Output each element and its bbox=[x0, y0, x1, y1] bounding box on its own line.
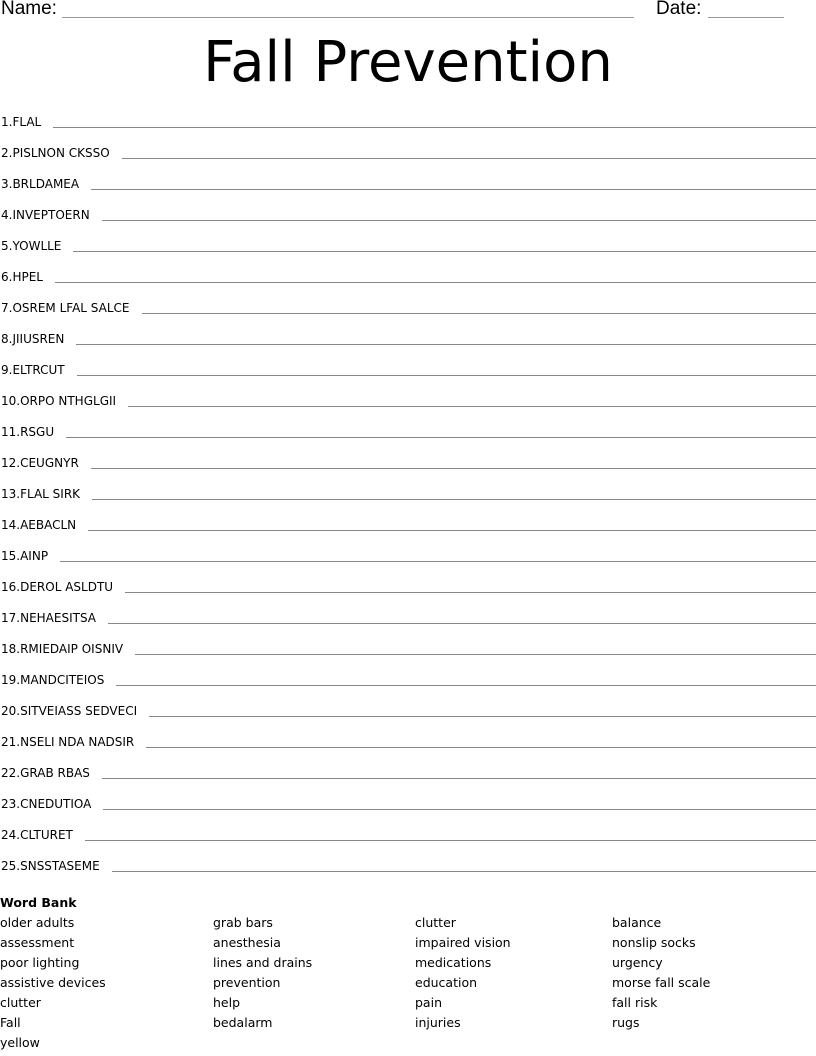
question-row bbox=[0, 205, 816, 223]
question-row bbox=[0, 267, 816, 285]
answer-line[interactable] bbox=[60, 560, 816, 562]
word-bank-item: balance bbox=[612, 915, 662, 930]
answer-line[interactable] bbox=[102, 219, 816, 221]
header bbox=[0, 0, 816, 24]
question-number: 3. bbox=[1, 177, 13, 191]
scrambled-word: BRLDAMEA bbox=[12, 177, 80, 191]
word-bank-item: help bbox=[213, 995, 241, 1010]
scrambled-word: ELTRCUT bbox=[12, 363, 65, 377]
word-bank-column bbox=[612, 915, 710, 1035]
question-row bbox=[0, 236, 816, 254]
question-row bbox=[0, 515, 816, 533]
question-number: 18. bbox=[1, 642, 21, 656]
answer-line[interactable] bbox=[77, 374, 816, 376]
question-row bbox=[0, 298, 816, 316]
word-bank-item: assistive devices bbox=[0, 975, 106, 990]
scrambled-word: OSREM LFAL SALCE bbox=[12, 301, 130, 315]
date-line[interactable] bbox=[708, 17, 784, 18]
scrambled-word: AEBACLN bbox=[20, 518, 77, 532]
answer-line[interactable] bbox=[149, 715, 816, 717]
answer-line[interactable] bbox=[112, 870, 816, 872]
question-row bbox=[0, 422, 816, 440]
scrambled-word: RSGU bbox=[20, 425, 55, 439]
question-number: 22. bbox=[1, 766, 21, 780]
question-row bbox=[0, 329, 816, 347]
question-row bbox=[0, 670, 816, 688]
scrambled-word: NEHAESITSA bbox=[20, 611, 97, 625]
word-bank-column bbox=[0, 915, 106, 1055]
scrambled-word: DEROL ASLDTU bbox=[20, 580, 114, 594]
word-bank-column bbox=[213, 915, 312, 1035]
scrambled-word: FLAL bbox=[12, 115, 42, 129]
question-row bbox=[0, 701, 816, 719]
question-number: 7. bbox=[1, 301, 13, 315]
question-number: 25. bbox=[1, 859, 21, 873]
scrambled-word: RMIEDAIP OISNIV bbox=[20, 642, 124, 656]
name-label: Name: bbox=[1, 0, 57, 19]
question-number: 17. bbox=[1, 611, 21, 625]
word-bank-item: poor lighting bbox=[0, 955, 80, 970]
question-row bbox=[0, 546, 816, 564]
question-row bbox=[0, 484, 816, 502]
word-bank-item: grab bars bbox=[213, 915, 273, 930]
date-label: Date: bbox=[656, 0, 702, 19]
answer-line[interactable] bbox=[73, 250, 816, 252]
question-row bbox=[0, 825, 816, 843]
word-bank-item: lines and drains bbox=[213, 955, 313, 970]
answer-line[interactable] bbox=[55, 281, 816, 283]
question-row bbox=[0, 763, 816, 781]
question-number: 15. bbox=[1, 549, 21, 563]
answer-line[interactable] bbox=[128, 405, 816, 407]
word-bank-item: education bbox=[415, 975, 478, 990]
answer-line[interactable] bbox=[108, 622, 816, 624]
question-number: 9. bbox=[1, 363, 13, 377]
question-number: 13. bbox=[1, 487, 21, 501]
word-bank-item: Fall bbox=[0, 1015, 21, 1030]
answer-line[interactable] bbox=[91, 467, 816, 469]
question-row bbox=[0, 174, 816, 192]
question-number: 8. bbox=[1, 332, 13, 346]
question-number: 12. bbox=[1, 456, 21, 470]
name-line[interactable] bbox=[62, 17, 634, 18]
question-row bbox=[0, 143, 816, 161]
question-number: 6. bbox=[1, 270, 13, 284]
scrambled-word: NSELI NDA NADSIR bbox=[20, 735, 135, 749]
question-number: 1. bbox=[1, 115, 13, 129]
answer-line[interactable] bbox=[92, 498, 816, 500]
scrambled-word: GRAB RBAS bbox=[20, 766, 90, 780]
word-bank-item: prevention bbox=[213, 975, 281, 990]
word-bank-title: Word Bank bbox=[0, 895, 77, 910]
answer-line[interactable] bbox=[125, 591, 816, 593]
question-number: 2. bbox=[1, 146, 13, 160]
word-bank-item: medications bbox=[415, 955, 492, 970]
word-bank-item: impaired vision bbox=[415, 935, 511, 950]
question-number: 14. bbox=[1, 518, 21, 532]
scrambled-word: AINP bbox=[20, 549, 49, 563]
question-row bbox=[0, 608, 816, 626]
word-bank-item: pain bbox=[415, 995, 442, 1010]
scrambled-word: YOWLLE bbox=[12, 239, 62, 253]
scrambled-word: FLAL SIRK bbox=[20, 487, 81, 501]
scrambled-word: MANDCITEIOS bbox=[20, 673, 105, 687]
word-bank-column bbox=[415, 915, 511, 1035]
answer-line[interactable] bbox=[116, 684, 816, 686]
answer-line[interactable] bbox=[88, 529, 816, 531]
word-bank-item: clutter bbox=[415, 915, 456, 930]
scrambled-word: CEUGNYR bbox=[20, 456, 79, 470]
scrambled-word: SNSSTASEME bbox=[20, 859, 100, 873]
question-row bbox=[0, 391, 816, 409]
answer-line[interactable] bbox=[122, 157, 816, 159]
question-number: 21. bbox=[1, 735, 21, 749]
word-bank-item: injuries bbox=[415, 1015, 461, 1030]
word-bank-item: morse fall scale bbox=[612, 975, 711, 990]
answer-line[interactable] bbox=[103, 808, 816, 810]
question-row bbox=[0, 577, 816, 595]
page-title: Fall Prevention bbox=[203, 30, 613, 95]
question-number: 10. bbox=[1, 394, 21, 408]
question-number: 23. bbox=[1, 797, 21, 811]
word-bank-item: assessment bbox=[0, 935, 75, 950]
scrambled-word: INVEPTOERN bbox=[12, 208, 90, 222]
word-bank-item: clutter bbox=[0, 995, 41, 1010]
answer-line[interactable] bbox=[142, 312, 816, 314]
question-number: 24. bbox=[1, 828, 21, 842]
scrambled-word: ORPO NTHGLGII bbox=[20, 394, 117, 408]
word-bank-item: anesthesia bbox=[213, 935, 281, 950]
question-number: 20. bbox=[1, 704, 21, 718]
answer-line[interactable] bbox=[146, 746, 816, 748]
question-row bbox=[0, 794, 816, 812]
question-number: 5. bbox=[1, 239, 13, 253]
scrambled-word: CNEDUTIOA bbox=[20, 797, 92, 811]
word-bank-item: rugs bbox=[612, 1015, 640, 1030]
scrambled-word: JIIUSREN bbox=[12, 332, 65, 346]
question-number: 16. bbox=[1, 580, 21, 594]
scrambled-word: SITVEIASS SEDVECI bbox=[20, 704, 138, 718]
word-bank-item: fall risk bbox=[612, 995, 658, 1010]
answer-line[interactable] bbox=[66, 436, 816, 438]
question-row bbox=[0, 112, 816, 130]
word-bank-item: yellow bbox=[0, 1035, 40, 1050]
word-bank-item: urgency bbox=[612, 955, 663, 970]
answer-line[interactable] bbox=[53, 126, 816, 128]
question-number: 19. bbox=[1, 673, 21, 687]
answer-line[interactable] bbox=[76, 343, 816, 345]
question-row bbox=[0, 856, 816, 874]
question-row bbox=[0, 732, 816, 750]
question-row bbox=[0, 639, 816, 657]
word-bank-item: bedalarm bbox=[213, 1015, 273, 1030]
question-number: 11. bbox=[1, 425, 21, 439]
answer-line[interactable] bbox=[135, 653, 816, 655]
answer-line[interactable] bbox=[91, 188, 816, 190]
scrambled-word: HPEL bbox=[12, 270, 43, 284]
word-bank-item: nonslip socks bbox=[612, 935, 696, 950]
question-row bbox=[0, 360, 816, 378]
answer-line[interactable] bbox=[102, 777, 816, 779]
word-bank-item: older adults bbox=[0, 915, 75, 930]
answer-line[interactable] bbox=[85, 839, 816, 841]
scrambled-word: CLTURET bbox=[20, 828, 73, 842]
question-row bbox=[0, 453, 816, 471]
scrambled-word: PISLNON CKSSO bbox=[12, 146, 110, 160]
question-number: 4. bbox=[1, 208, 13, 222]
